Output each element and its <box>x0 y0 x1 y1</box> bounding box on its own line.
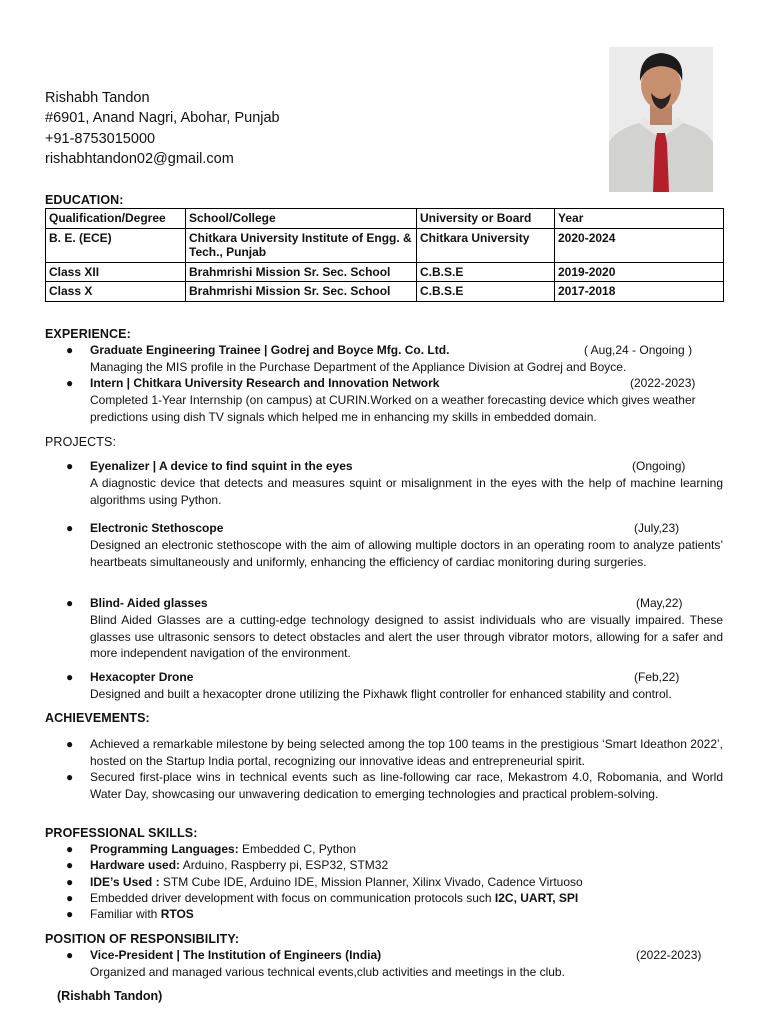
table-cell: B. E. (ECE) <box>46 228 186 262</box>
table-cell: C.B.S.E <box>417 262 555 282</box>
bullet-icon: ● <box>66 459 74 473</box>
phone: +91-8753015000 <box>45 130 156 147</box>
table-cell: C.B.S.E <box>417 282 555 302</box>
experience-desc: Completed 1-Year Internship (on campus) at CURIN.Worked on a weather forecasting device which gives weather predictions using dish TV signals which helped me in enhancing my skills in embedded domain. <box>90 392 696 424</box>
skill-text: Embedded driver development with focus on communication protocols such <box>90 891 495 905</box>
table-cell: Class X <box>46 282 186 302</box>
contact-block <box>45 88 280 169</box>
project-title: Electronic Stethoscope <box>90 521 224 535</box>
table-row <box>46 228 724 262</box>
bullet-icon: ● <box>66 891 74 905</box>
address: #6901, Anand Nagri, Abohar, Punjab <box>45 110 280 127</box>
skill-item <box>66 857 723 874</box>
education-heading: EDUCATION: <box>45 193 124 207</box>
experience-desc: Managing the MIS profile in the Purchase Department of the Appliance Division at Godrej and Boyce. <box>90 359 627 374</box>
project-desc: Blind Aided Glasses are a cutting-edge technology designed to assist individuals who are visually impaired. These glasses use ultrasonic sensors to detect obstacles and alert the user through vibrator motors, allowing for a safer and more independent navigation of the environment. <box>90 612 723 661</box>
table-cell: Chitkara University Institute of Engg. & Tech., Punjab <box>186 228 417 262</box>
table-cell: 2019-2020 <box>555 262 724 282</box>
profile-photo <box>609 47 713 192</box>
experience-title: Intern | Chitkara University Research and Innovation Network <box>90 376 440 390</box>
table-cell: 2020-2024 <box>555 228 724 262</box>
table-header: Qualification/Degree <box>46 209 186 229</box>
bullet-icon: ● <box>66 770 74 784</box>
bullet-icon: ● <box>66 596 74 610</box>
table-header: School/College <box>186 209 417 229</box>
achievement-text: Secured first-place wins in technical events such as line-following car race, Mekastrom 4.0, Robomania, and World Water Day, showcasing our unwavering dedication to emerging technologies and practical problem-solving. <box>90 770 723 801</box>
signature: (Rishabh Tandon) <box>57 989 163 1003</box>
project-title: Eyenalizer | A device to find squint in the eyes <box>90 459 353 473</box>
project-desc: Designed an electronic stethoscope with the aim of allowing multiple doctors in an operating room to analyze patients’ heartbeats simultaneously and uniformly, enhancing the efficiency of cardiac monitoring during surgeries. <box>90 537 723 569</box>
skill-item <box>66 874 723 891</box>
skill-bold: I2C, UART, SPI <box>494 891 579 905</box>
skill-text: Familiar with <box>90 907 161 921</box>
project-date: (Ongoing) <box>632 459 686 473</box>
project-date: (May,22) <box>636 596 683 610</box>
table-cell: Brahmrishi Mission Sr. Sec. School <box>186 282 417 302</box>
bullet-icon: ● <box>66 521 74 535</box>
project-desc: A diagnostic device that detects and measures squint or misalignment in the eyes with the help of machine learning algorithms using Python. <box>90 475 723 507</box>
experience-heading: EXPERIENCE: <box>45 327 131 341</box>
skill-label: Programming Languages: <box>90 842 239 856</box>
candidate-name: Rishabh Tandon <box>45 90 150 106</box>
bullet-icon: ● <box>66 948 74 962</box>
bullet-icon: ● <box>66 875 74 889</box>
skill-value: Embedded C, Python <box>238 842 357 856</box>
table-cell: Chitkara University <box>417 228 555 262</box>
project-item <box>66 595 723 662</box>
skill-item <box>66 906 723 923</box>
table-cell: Class XII <box>46 262 186 282</box>
project-title: Blind- Aided glasses <box>90 596 208 610</box>
projects-heading: PROJECTS: <box>45 435 117 449</box>
skills-heading: PROFESSIONAL SKILLS: <box>45 826 198 840</box>
table-header-row <box>46 209 724 229</box>
responsibility-item <box>66 947 723 981</box>
education-table <box>45 208 724 302</box>
email: rishabhtandon02@gmail.com <box>45 150 234 167</box>
project-item <box>66 458 723 508</box>
bullet-icon: ● <box>66 343 74 357</box>
table-row <box>46 262 724 282</box>
bullet-icon: ● <box>66 842 74 856</box>
bullet-icon: ● <box>66 670 74 684</box>
skill-label: IDE’s Used : <box>90 875 160 889</box>
bullet-icon: ● <box>66 376 74 390</box>
project-title: Hexacopter Drone <box>90 670 194 684</box>
skill-label: Hardware used: <box>90 858 181 872</box>
bullet-icon: ● <box>66 907 74 921</box>
table-row <box>46 282 724 302</box>
responsibility-title: Vice-President | The Institution of Engineers (India) <box>90 948 382 962</box>
skill-value: STM Cube IDE, Arduino IDE, Mission Planner, Xilinx Vivado, Cadence Virtuoso <box>159 875 583 889</box>
skill-item <box>66 890 723 907</box>
achievement-text: Achieved a remarkable milestone by being selected among the top 100 teams in the prestigious ‘Smart Ideathon 2022’, hosted on the Startup India portal, recognizing our innovative ideas and entrepreneurial spirit. <box>90 737 723 768</box>
experience-date: (2022-2023) <box>630 376 696 390</box>
bullet-icon: ● <box>66 858 74 872</box>
table-header: University or Board <box>417 209 555 229</box>
bullet-icon: ● <box>66 737 74 751</box>
achievement-item <box>66 769 723 803</box>
skill-value: Arduino, Raspberry pi, ESP32, STM32 <box>180 858 389 872</box>
project-item <box>66 669 723 703</box>
skill-bold: RTOS <box>160 907 194 921</box>
project-item <box>66 520 723 570</box>
project-date: (July,23) <box>634 521 680 535</box>
responsibility-desc: Organized and managed various technical events,club activities and meetings in the club. <box>90 964 565 979</box>
table-cell: 2017-2018 <box>555 282 724 302</box>
project-desc: Designed and built a hexacopter drone utilizing the Pixhawk flight controller for enhanced stability and control. <box>90 686 672 701</box>
table-header: Year <box>555 209 724 229</box>
experience-item <box>66 375 723 425</box>
table-cell: Brahmrishi Mission Sr. Sec. School <box>186 262 417 282</box>
experience-item <box>66 342 723 376</box>
responsibility-heading: POSITION OF RESPONSIBILITY: <box>45 932 240 946</box>
project-date: (Feb,22) <box>634 670 680 684</box>
responsibility-date: (2022-2023) <box>636 948 702 962</box>
experience-title: Graduate Engineering Trainee | Godrej and Boyce Mfg. Co. Ltd. <box>90 343 450 357</box>
skill-item <box>66 841 723 858</box>
experience-date: ( Aug,24 - Ongoing ) <box>584 343 693 357</box>
achievement-item <box>66 736 723 770</box>
achievements-heading: ACHIEVEMENTS: <box>45 711 150 725</box>
